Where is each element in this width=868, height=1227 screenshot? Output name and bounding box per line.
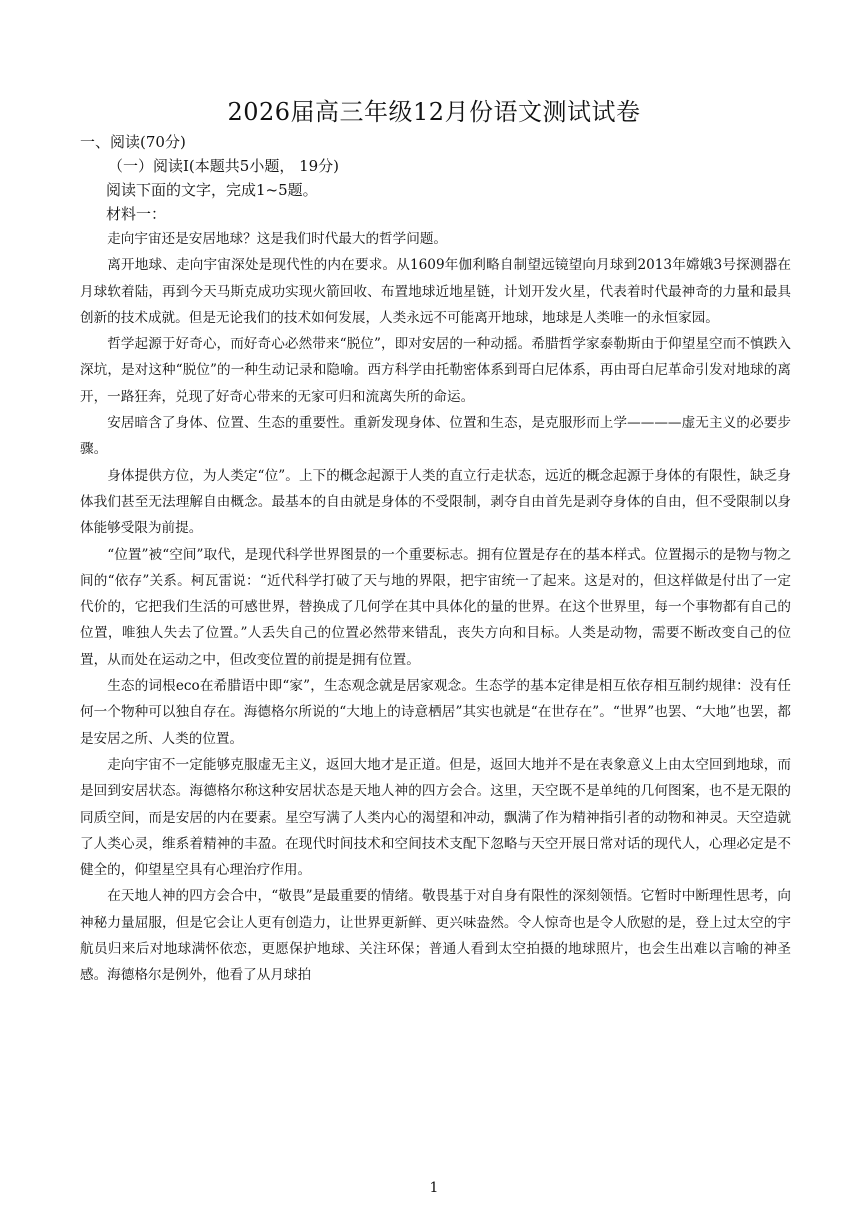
- exam-header: [80, 130, 800, 226]
- reading-passage: [80, 226, 791, 989]
- paragraph: 身体提供方位，为人类定“位”。上下的概念起源于人类的直立行走状态，远近的概念起源于身体的有限性，缺乏身体我们甚至无法理解自由概念。最基本的自由就是身体的不受限制，剥夺自由首先是剥夺身体的自由，但不受限制以身体能够受限为前提。: [80, 467, 791, 537]
- paragraph: 生态的词根eco在希腊语中即“家”，生态观念就是居家观念。生态学的基本定律是相互依存相互制约规律：没有任何一个物种可以独自存在。海德格尔所说的“大地上的诗意栖居”其实也就是“在世存在”。“世界”也罢、“大地”也罢，都是安居之所、人类的位置。: [80, 678, 791, 747]
- paragraph: 走向宇宙还是安居地球？这是我们时代最大的哲学问题。: [107, 231, 448, 247]
- paragraph: “位置”被“空间”取代，是现代科学世界图景的一个重要标志。拥有位置是存在的基本样式。位置揭示的是物与物之间的“依存”关系。柯瓦雷说：“近代科学打破了天与地的界限，把宇宙统一了起来。这是对的，但这样做是付出了一定代价的，它把我们生活的可感世界，替换成了几何学在其中具体化的量的世界。在这个世界里，每一个事物都有自己的位置，唯独人失去了位置。”人丢失自己的位置必然带来错乱，丧失方向和目标。人类是动物，需要不断改变自己的位置，从而处在运动之中，但改变位置的前提是拥有位置。: [80, 546, 791, 668]
- material-label: 材料一：: [106, 205, 167, 223]
- page-title: 2026届高三年级12月份语文测试试卷: [227, 98, 641, 126]
- paragraph: 离开地球、走向宇宙深处是现代性的内在要求。从1609年伽利略自制望远镜望向月球到2013年嫦娥3号探测器在月球软着陆，再到今天马斯克成功实现火箭回收、布置地球近地星链，计划开发火星，代表着时代最神奇的力量和最具创新的技术成就。但是无论我们的技术如何发展，人类永远不可能离开地球，地球是人类唯一的永恒家园。: [80, 257, 791, 326]
- section-heading: 一、阅读(70分): [80, 133, 186, 151]
- instruction-text: 阅读下面的文字，完成1~5题。: [106, 181, 318, 199]
- paragraph: 在天地人神的四方会合中，“敬畏”是最重要的情绪。敬畏基于对自身有限性的深刻领悟。它暂时中断理性思考，向神秘力量屈服，但是它会让人更有创造力，让世界更新鲜、更兴味盎然。令人惊奇也是令人欣慰的是，登上过太空的宇航员归来后对地球满怀依恋，更愿保护地球、关注环保；普通人看到太空拍摄的地球照片，也会生出难以言喻的神圣感。海德格尔是例外，他看了从月球拍: [80, 888, 791, 984]
- subsection-heading: （一）阅读I(本题共5小题， 19分): [108, 157, 340, 175]
- paragraph: 哲学起源于好奇心，而好奇心必然带来“脱位”，即对安居的一种动摇。希腊哲学家泰勒斯由于仰望星空而不慎跌入深坑，是对这种“脱位”的一种生动记录和隐喻。西方科学由托勒密体系到哥白尼体系，再由哥白尼革命引发对地球的离开，一路狂奔，兑现了好奇心带来的无家可归和流离失所的命运。: [80, 336, 791, 405]
- paragraph: 走向宇宙不一定能够克服虚无主义，返回大地才是正道。但是，返回大地并不是在表象意义上由太空回到地球，而是回到安居状态。海德格尔称这种安居状态是天地人神的四方会合。这里，天空既不是单纯的几何图案，也不是无限的同质空间，而是安居的内在要素。星空写满了人类内心的渴望和冲动，飘满了作为精神指引者的动物和神灵。天空造就了人类心灵，维系着精神的丰盈。在现代时间技术和空间技术支配下忽略与天空开展日常对话的现代人，心理必定是不健全的，仰望星空具有心理治疗作用。: [80, 756, 791, 879]
- page-number: 1: [429, 1180, 439, 1196]
- paragraph: 安居暗含了身体、位置、生态的重要性。重新发现身体、位置和生态，是克服形而上学————虚无主义的必要步骤。: [80, 415, 791, 458]
